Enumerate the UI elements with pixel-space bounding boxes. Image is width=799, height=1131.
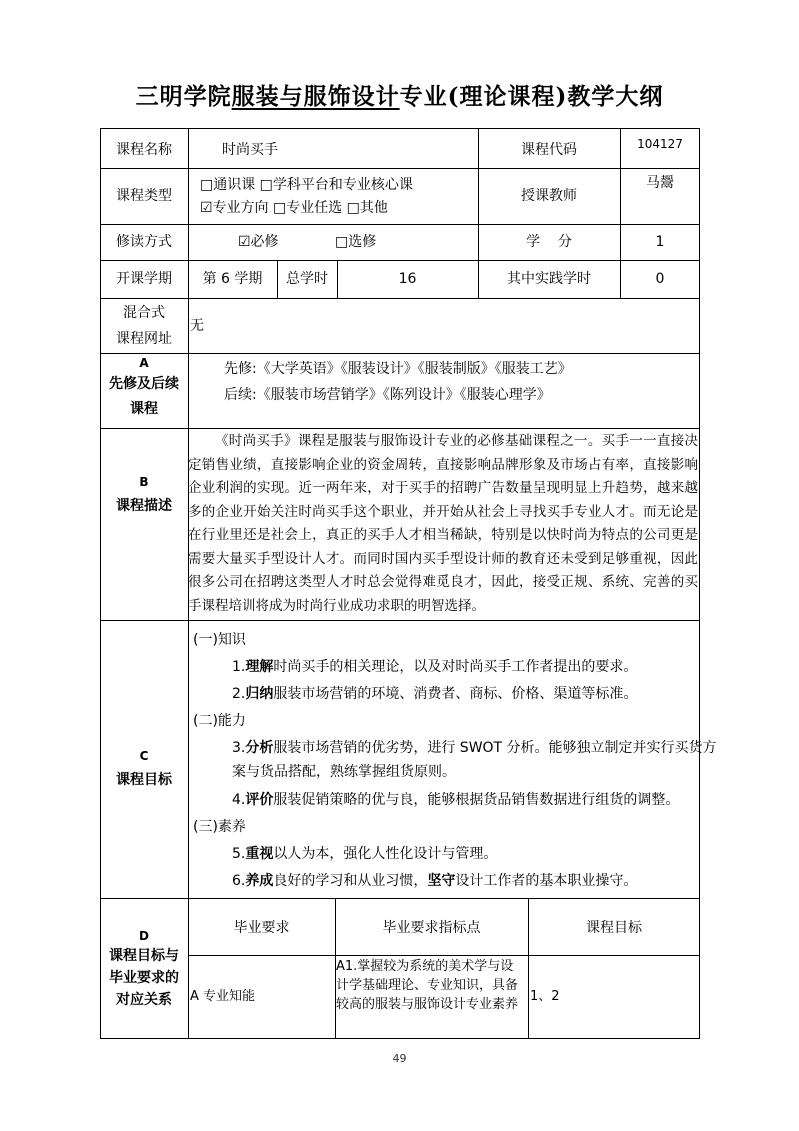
- header-course-goal: 课程目标: [586, 920, 642, 936]
- course-code-label: 课程代码: [521, 142, 577, 158]
- course-name-label: 课程名称: [116, 142, 172, 158]
- course-code-value: 104127: [637, 137, 683, 151]
- page-number: 49: [392, 1052, 407, 1065]
- study-mode-label: 修读方式: [116, 234, 172, 250]
- credit-label: 学 分: [526, 234, 572, 250]
- section-a-letter: A: [139, 356, 149, 370]
- followup-courses: 后续:《服装市场营销学》《陈列设计》《服装心理学》: [224, 387, 551, 403]
- goal-3: 3.分析服装市场营销的优劣势，进行 SWOT 分析。能够独立制定并实行买货方: [232, 740, 717, 756]
- course-description: 《时尚买手》课程是服装与服饰设计专业的必修基础课程之一。买手一一直接决定销售业绩，直接影响企业的资金周转，直接影响品牌形象及市场占有率，直接影响企业利润的实现。近一两年来，对于买手的招聘广告数量呈现明显上升趋势，越来越多的企业开始关注时尚买手这个职业，并开始从社会上寻找买手专业人才。而无论是在行业里还是社会上，真正的买手人才相当稀缺，特别是以快时尚为特点的公司更是需要大量买手型设计人才。而同时国内买手型设计师的教育还未受到足够重视，因此很多公司在招聘这类型人才时总会觉得难觅良才，因此，接受正规、系统、完善的买手课程培训将成为时尚行业成功求职的明智选择。: [188, 433, 698, 614]
- section-d-label-line1: 课程目标与: [109, 948, 179, 964]
- course-type-line1: □通识课 □学科平台和专业核心课: [200, 177, 413, 193]
- course-type-line2: ☑专业方向 □专业任选 □其他: [200, 200, 388, 216]
- practice-hours-value: 0: [655, 271, 665, 287]
- section-a-label-line2: 课程: [130, 401, 158, 417]
- study-mode-required: ☑必修: [238, 234, 279, 250]
- header-req-indicator: 毕业要求指标点: [382, 920, 481, 936]
- credit-value: 1: [655, 234, 665, 250]
- goal-6: 6.养成良好的学习和从业习惯，坚守设计工作者的基本职业操守。: [232, 873, 638, 889]
- total-hours-value: 16: [398, 271, 417, 287]
- goal-heading-knowledge: (一)知识: [193, 632, 246, 648]
- section-b-label: 课程描述: [116, 498, 172, 514]
- mixed-label-line2: 课程网址: [116, 331, 172, 347]
- req-a1-goals: 1、2: [530, 989, 560, 1004]
- req-a1-indicator: A1.掌握较为系统的美术学与设计学基础理论、专业知识，具备较高的服装与服饰设计专业素养: [336, 959, 519, 1012]
- title-rest: 专业(理论课程)教学大纲: [399, 83, 664, 110]
- mixed-url-value: 无: [190, 318, 204, 334]
- term-label: 开课学期: [116, 271, 172, 287]
- teacher-value: 马鬶: [646, 175, 674, 191]
- goal-heading-ability: (二)能力: [193, 713, 246, 729]
- goal-2: 2.归纳服装市场营销的环境、消费者、商标、价格、渠道等标准。: [232, 686, 638, 702]
- goal-3-line2: 案与货品搭配，熟练掌握组货原则。: [232, 764, 456, 780]
- goal-1: 1.理解时尚买手的相关理论，以及对时尚买手工作者提出的要求。: [232, 659, 638, 675]
- teacher-label: 授课教师: [521, 188, 577, 204]
- title-major: 服装与服饰设计: [231, 83, 400, 110]
- section-c-letter: C: [139, 749, 149, 763]
- goal-5: 5.重视以人为本，强化人性化设计与管理。: [232, 846, 498, 862]
- section-b-letter: B: [139, 475, 149, 489]
- section-a-label-line1: 先修及后续: [109, 376, 179, 392]
- course-name-value: 时尚买手: [222, 142, 278, 158]
- page-title: [0, 78, 799, 111]
- course-type-label: 课程类型: [116, 188, 172, 204]
- header-graduation-req: 毕业要求: [233, 920, 290, 936]
- section-d-label-line2: 毕业要求的: [109, 970, 179, 986]
- section-d-letter: D: [139, 929, 149, 943]
- mixed-label-line1: 混合式: [123, 305, 165, 321]
- goal-4: 4.评价服装促销策略的优与良，能够根据货品销售数据进行组货的调整。: [232, 792, 680, 808]
- section-c-label: 课程目标: [116, 772, 172, 788]
- prerequisite-courses: 先修:《大学英语》《服装设计》《服装制版》《服装工艺》: [224, 361, 572, 377]
- term-value: 第 6 学期: [202, 271, 263, 287]
- practice-hours-label: 其中实践学时: [507, 271, 591, 287]
- req-a-professional: A 专业知能: [190, 989, 256, 1004]
- goal-heading-quality: (三)素养: [193, 819, 246, 835]
- title-school: 三明学院: [135, 83, 232, 110]
- total-hours-label: 总学时: [286, 271, 328, 287]
- section-d-label-line3: 对应关系: [116, 992, 172, 1008]
- study-mode-elective: □选修: [335, 234, 377, 250]
